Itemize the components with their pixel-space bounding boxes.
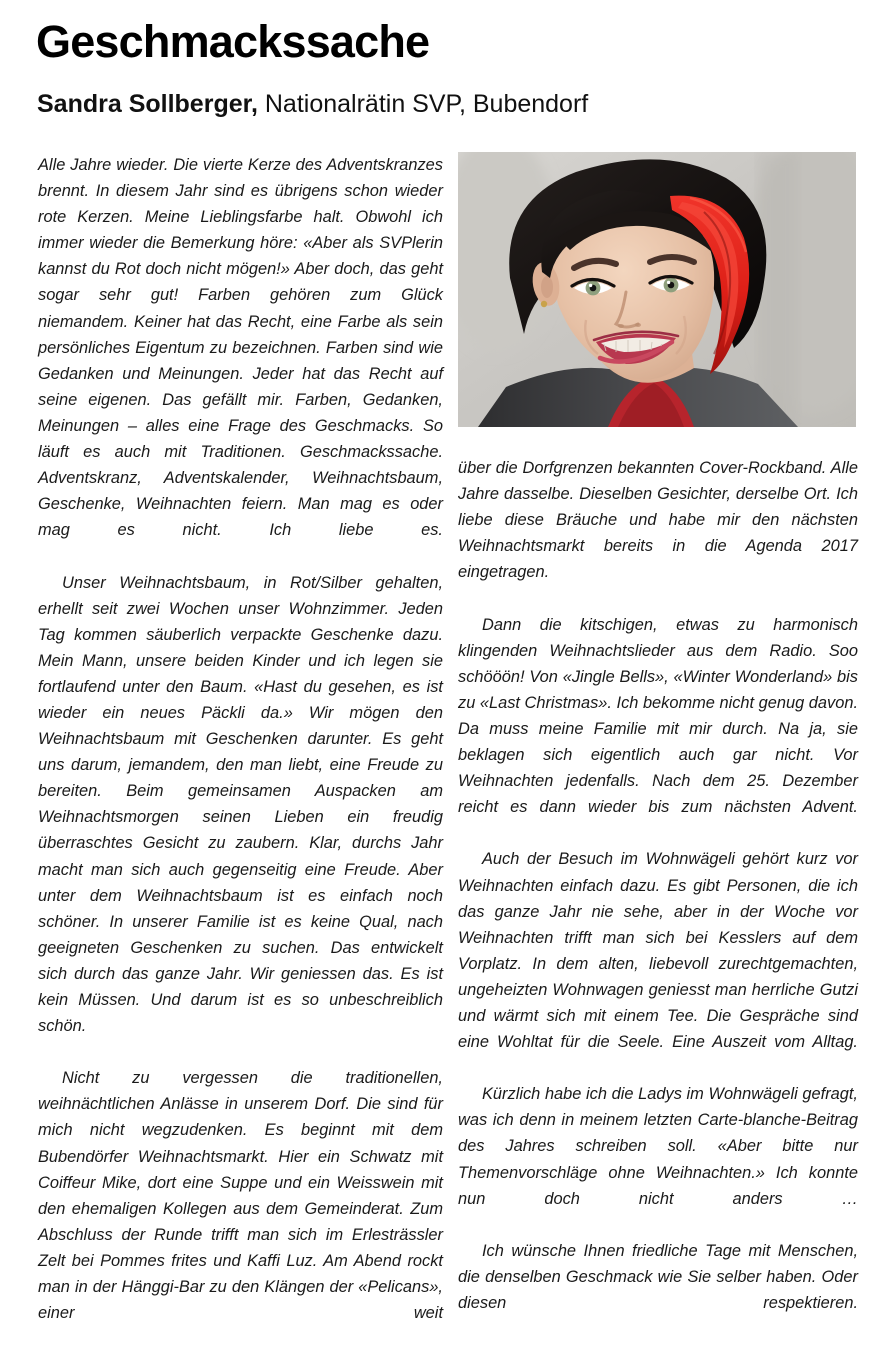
article-body-left-column — [38, 152, 443, 1352]
paragraph: Dann die kitschigen, etwas zu harmonisch klingenden Weihnachtslieder aus dem Radio. Soo schööön! Von «Jingle Bells», «Winter Wonderland» bis zu «Last Christmas». Ich bekomme nicht genug davon. Da muss meine Familie mit mir durch. Na ja, sie beklagen sich eigentlich auch gar nicht. Vor Weihnachten jedenfalls. Nach dem 25. Dezember reicht es dann wieder bis zum nächsten Advent. — [458, 615, 858, 817]
paragraph: über die Dorfgrenzen bekannten Cover-Rockband. Alle Jahre dasselbe. Dieselben Gesichter, derselbe Ort. Ich liebe diese Bräuche und habe mir den nächsten Weihnachtsmarkt bereits in die Agenda 2017 eingetragen. — [458, 459, 858, 582]
byline-author-name: Sandra Sollberger, — [37, 90, 258, 118]
paragraph: Ich wünsche Ihnen friedliche Tage mit Menschen, die denselben Geschmack wie Sie selber haben. Oder diesen respektieren. — [458, 1241, 858, 1312]
portrait-illustration — [458, 152, 856, 427]
paragraph: Alle Jahre wieder. Die vierte Kerze des Adventskranzes brennt. In diesem Jahr sind es übrigens schon wieder rote Kerzen. Meine Lieblingsfarbe halt. Obwohl ich immer wieder die Bemerkung höre: «Aber als SVPlerin kannst du Rot doch nicht mögen!» Aber doch, das geht sogar sehr gut! Farben gehören zum Glück niemandem. Keiner hat das Recht, eine Farbe als sein persönliches Eigentum zu bezeichnen. Farben sind wie Gedanken und Meinungen. Jeder hat das Recht auf seine eigenen. Das gefällt mir. Farben, Gedanken, Meinungen – alles eine Frage des Geschmacks. So läuft es auch mit Traditionen. Geschmackssache. Adventskranz, Adventskalender, Weihnachtsbaum, Geschenke, Weihnachten feiern. Man mag es oder mag es nicht. Ich liebe es. — [38, 156, 443, 540]
article-body-right-column — [458, 455, 858, 1342]
byline-author-role: Nationalrätin SVP, Bubendorf — [257, 90, 589, 118]
paragraph: Auch der Besuch im Wohnwägeli gehört kurz vor Weihnachten einfach dazu. Es gibt Personen, die ich das ganze Jahr nie sehe, aber in der Woche vor Weihnachten trifft man sich bei Kesslers auf dem Vorplatz. In dem alten, liebevoll zurechtgemachten, ungeheizten Wohnwagen geniesst man herrliche Gutzi und wärmt sich mit einem Tee. Die Gespräche sind eine Wohltat für die Seele. Eine Auszeit vom Alltag. — [458, 850, 858, 1052]
paragraph: Unser Weihnachtsbaum, in Rot/Silber gehalten, erhellt seit zwei Wochen unser Wohnzimmer. Jeden Tag kommen säuberlich verpackte Geschenke dazu. Mein Mann, unsere beiden Kinder und ich legen sie fortlaufend unter den Baum. «Hast du gesehen, es ist wieder ein neues Päckli da.» Wir mögen den Weihnachtsbaum mit Geschenken darunter. Es geht uns darum, jemandem, den man liebt, eine Freude zu bereiten. Beim gemeinsamen Auspacken am Weihnachtsmorgen seinen Lieben ein freudig überraschtes Gesicht zu zaubern. Klar, durchs Jahr macht man sich auch gegenseitig eine Freude. Aber unter dem Weihnachtsbaum ist es einfach noch schöner. In unserer Familie ist es keine Qual, nach geeigneten Geschenken zu suchen. Das entwickelt sich durch das ganze Jahr. Wir geniessen das. Es ist kein Müssen. Und darum ist es so unbeschreiblich schön. — [38, 573, 443, 1036]
paragraph: Nicht zu vergessen die traditionellen, weihnächtlichen Anlässe in unserem Dorf. Die sind für mich nicht wegzudenken. Es beginnt mit dem Bubendörfer Weihnachtsmarkt. Hier ein Schwatz mit Coiffeur Mike, dort eine Suppe und ein Weisswein mit den ehemaligen Kollegen aus dem Gemeinderat. Zum Abschluss der Runde trifft man sich im Erlesträssler Zelt bei Pommes frites und Kaffi Luz. Am Abend rockt man in der Hänggi-Bar zu den Klängen der «Pelicans», einer weit — [38, 1069, 443, 1323]
author-portrait-photo — [458, 152, 856, 427]
paragraph: Kürzlich habe ich die Ladys im Wohnwägeli gefragt, was ich denn in meinem letzten Carte-blanche-Beitrag des Jahres schreiben soll. «Aber bitte nur Themenvorschläge ohne Weihnachten.» Ich konnte nun doch nicht anders … — [458, 1085, 858, 1208]
page-title: Geschmackssache — [36, 16, 430, 67]
byline — [37, 90, 588, 119]
